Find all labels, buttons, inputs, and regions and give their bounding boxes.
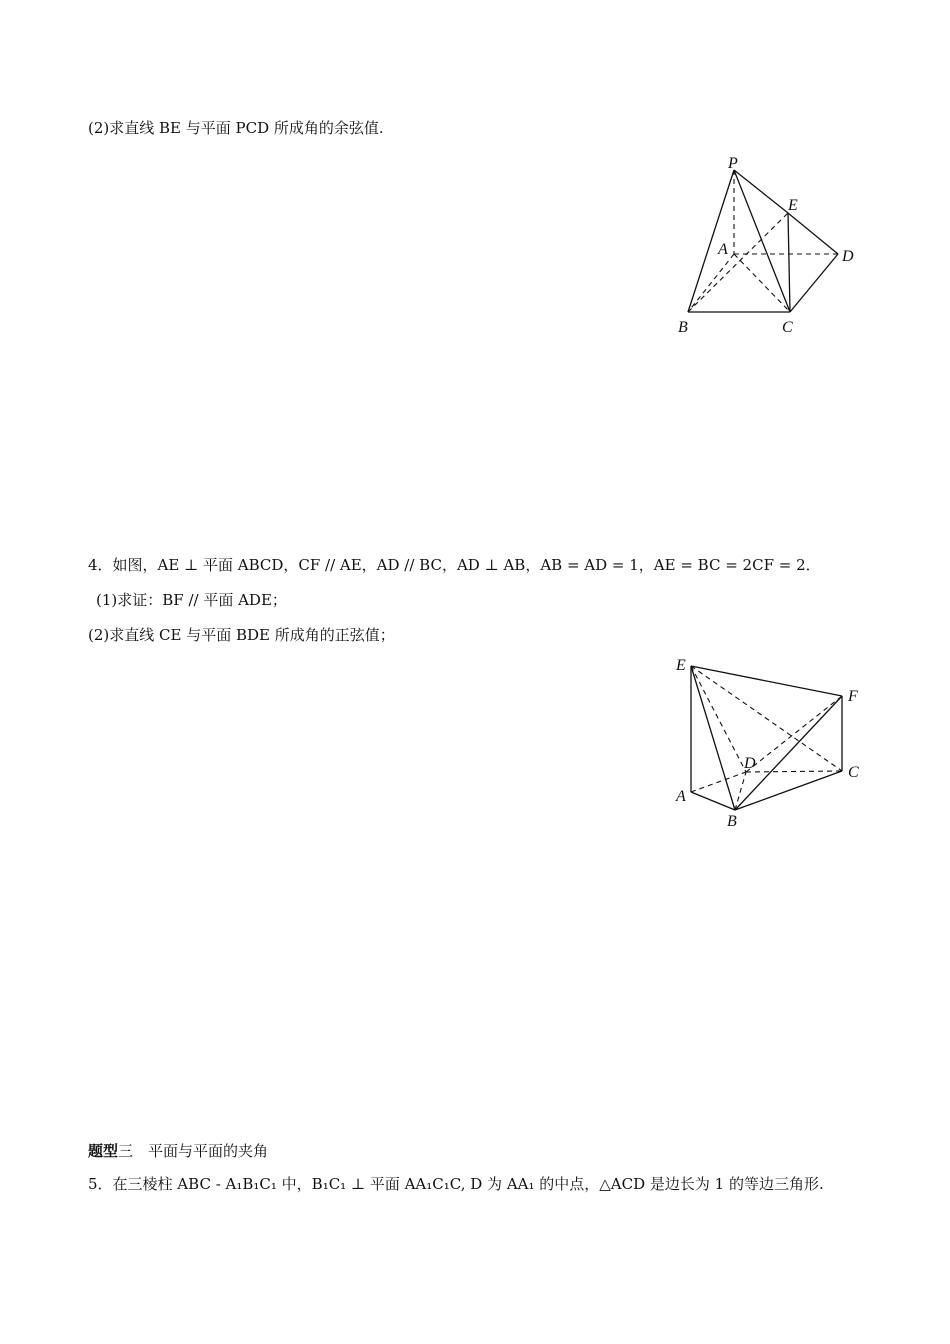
q3-part2: (2)求直线 BE 与平面 PCD 所成角的余弦值. bbox=[88, 119, 384, 137]
label-A: A bbox=[676, 788, 686, 805]
label-E: E bbox=[788, 197, 798, 214]
section-title bbox=[88, 1140, 268, 1162]
q4-part1: (1)求证：BF // 平面 ADE； bbox=[96, 591, 287, 609]
section-title-rest: 三 平面与平面的夹角 bbox=[118, 1142, 269, 1160]
q5-stem: 5．在三棱柱 ABC - A₁B₁C₁ 中，B₁C₁ ⊥ 平面 AA₁C₁C, D 为 AA₁ 的中点，△ACD 是边长为 1 的等边三角形. bbox=[88, 1175, 824, 1193]
label-B: B bbox=[727, 813, 737, 830]
label-P: P bbox=[728, 155, 738, 172]
solid-figure bbox=[668, 650, 868, 835]
pyramid-figure bbox=[670, 150, 870, 340]
label-C: C bbox=[782, 319, 793, 336]
label-D: D bbox=[744, 755, 756, 772]
label-C: C bbox=[848, 764, 859, 781]
section-title-bold: 题型 bbox=[88, 1142, 119, 1160]
q4-stem: 4．如图，AE ⊥ 平面 ABCD，CF // AE，AD // BC，AD ⊥ AB，AB = AD = 1，AE = BC = 2CF = 2． bbox=[88, 556, 821, 574]
label-F: F bbox=[848, 688, 858, 705]
label-B: B bbox=[678, 319, 688, 336]
q4-part2: (2)求直线 CE 与平面 BDE 所成角的正弦值； bbox=[88, 626, 395, 644]
label-D: D bbox=[842, 248, 854, 265]
label-E: E bbox=[676, 657, 686, 674]
label-A: A bbox=[718, 241, 728, 258]
